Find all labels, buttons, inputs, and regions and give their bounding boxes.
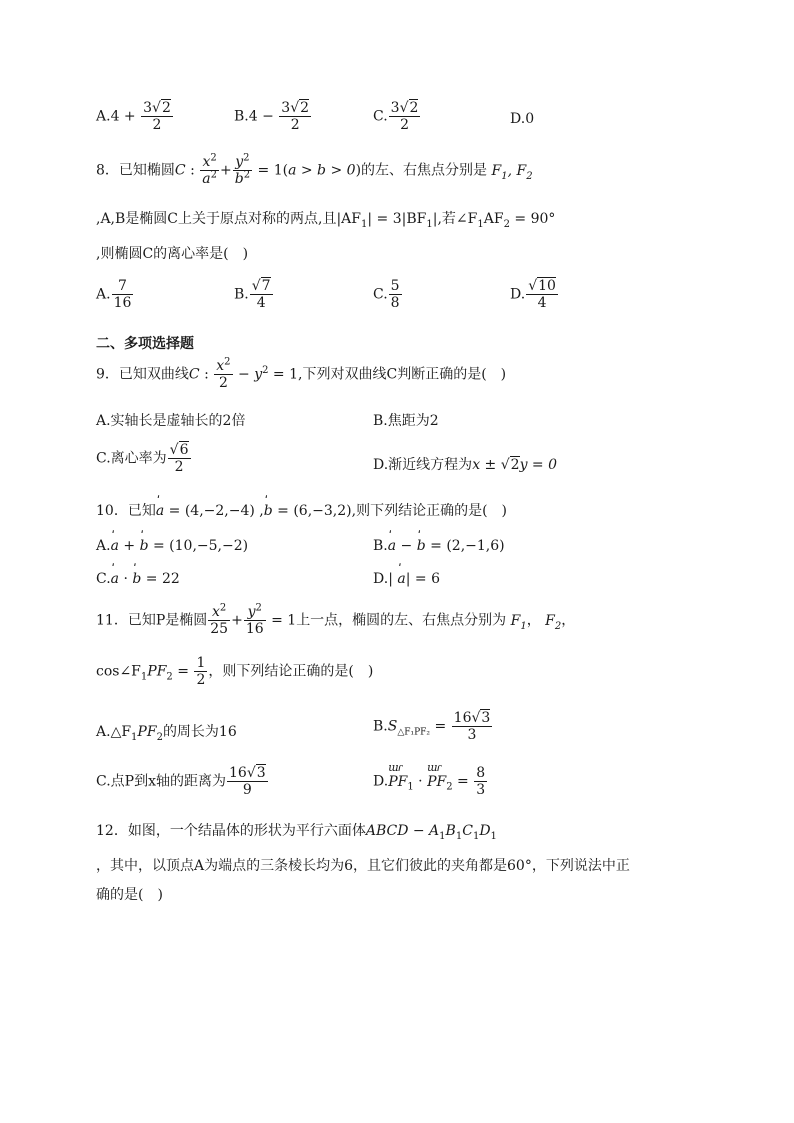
q10-option-d[interactable]: D.| ˈ a| = 6 bbox=[373, 571, 440, 587]
q7-a-fraction: $\frac{3√2}{2}$ bbox=[143, 100, 171, 134]
q12-stem-line1: 12．如图，一个结晶体的形状为平行六面体ABCD − $A_1B_1C_1D_1$ bbox=[96, 823, 497, 842]
q11-option-d[interactable]: D.ɯɾ $PF_1$ · ɯɾ $PF_2$ = $\frac{8}{3}$ bbox=[373, 765, 488, 798]
q12-stem-line3: 确的是( ) bbox=[96, 887, 163, 903]
q8-option-d[interactable]: D. $\frac{√10}{4}$ bbox=[510, 278, 556, 312]
q10-option-c[interactable]: C.ˈ a · ˈ b = 22 bbox=[96, 571, 180, 587]
q8-option-b[interactable]: B. $\frac{√7}{4}$ bbox=[234, 278, 271, 312]
section-title-multiple-choice: 二、多项选择题 bbox=[96, 336, 194, 352]
q9-option-c[interactable]: C.离心率为 $\frac{√6}{2}$ bbox=[96, 442, 189, 476]
q10-option-b[interactable]: B.ˈ a − ˈ b = (2,−1,6) bbox=[373, 538, 505, 554]
q11-option-a[interactable]: $A.\triangle F_1PF_2$的周长为16 bbox=[96, 724, 237, 743]
q9-option-d[interactable]: D.渐近线方程为x ± √2y = 0 bbox=[373, 457, 558, 473]
q9-option-b[interactable]: B.焦距为2 bbox=[373, 413, 439, 429]
q11-stem-line1: 11．已知P是椭圆 $\frac{x^2}{25}$ + $\frac{y^2}{16}$ = 1上一点，椭圆的左、右焦点分别为 $F_1$， $F_2$， bbox=[96, 602, 576, 638]
q12-stem-line2: ，其中，以顶点A为端点的三条棱长均为6，且它们彼此的夹角都是60°，下列说法中正 bbox=[96, 858, 630, 874]
q7-c-fraction: $\frac{3√2}{2}$ bbox=[390, 100, 419, 134]
q8-stem-line2: ,A,B是椭圆C上关于原点对称的两点,且$|AF_1| = 3|BF_1|$,若$\angle F_1AF_2 = 90^\circ$ bbox=[96, 211, 556, 230]
q7-option-a[interactable]: A.4 + $\frac{3√2}{2}$ bbox=[96, 100, 171, 134]
q11-stem-line2: $\cos\angle F_1PF_2$ = $\frac{1}{2}$ ，则下列结论正确的是( ) bbox=[96, 655, 374, 689]
q9-stem: 9．已知双曲线C : $\frac{x^2}{2}$ − $y^2 = 1$,下列对双曲线C判断正确的是( ) bbox=[96, 356, 507, 392]
q8-stem-line3: ,则椭圆C的离心率是( ) bbox=[96, 246, 249, 262]
q8-option-c[interactable]: C. $\frac{5}{8}$ bbox=[373, 278, 400, 312]
q8-stem-line1: 8．已知椭圆C : $\frac{x^2}{a^2}$ + $\frac{y^2}{b^2}$ = 1(a > b > 0)的左、右焦点分别是 $F_1$, $F_2$ bbox=[96, 152, 533, 188]
q7-option-c[interactable]: C. $\frac{3√2}{2}$ bbox=[373, 100, 419, 134]
q8-option-a[interactable]: A. $\frac{7}{16}$ bbox=[96, 278, 132, 312]
q10-stem: 10．已知ˈ a = (4,−2,−4) ,ˈ b = (6,−3,2),则下列结论正确的是( ) bbox=[96, 500, 507, 520]
q7-option-b[interactable]: B.4 − $\frac{3√2}{2}$ bbox=[234, 100, 310, 134]
q7-option-d[interactable]: D.0 bbox=[510, 111, 535, 127]
q7-b-fraction: $\frac{3√2}{2}$ bbox=[281, 100, 310, 134]
q9-option-a[interactable]: A.实轴长是虚轴长的2倍 bbox=[96, 413, 246, 429]
q11-option-c[interactable]: C.点P到x轴的距离为 $\frac{16√3}{9}$ bbox=[96, 765, 266, 799]
q11-option-b[interactable]: $B.S_{\triangle F_1PF_2}$ = $\frac{16√3}{3}$ bbox=[373, 710, 491, 744]
q10-option-a[interactable]: A.ˈ a + ˈ b = (10,−5,−2) bbox=[96, 538, 248, 554]
